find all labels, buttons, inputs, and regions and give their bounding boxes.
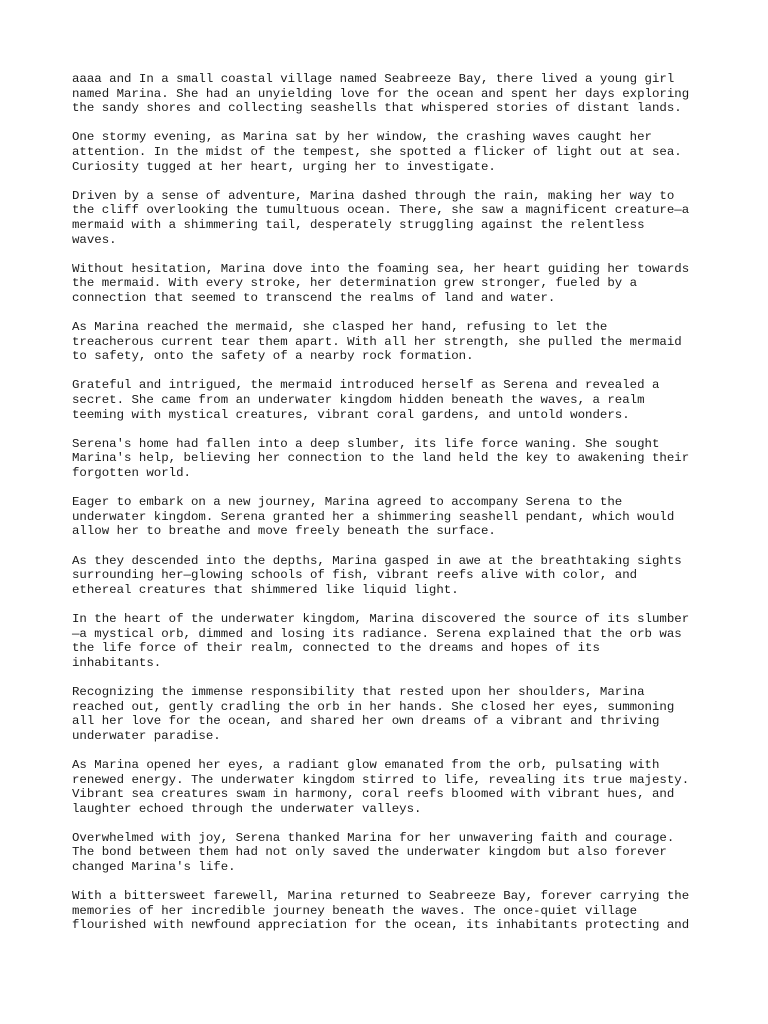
text-line: aaaa and In a small coastal village named Seabreeze Bay, there lived a young girl bbox=[72, 72, 675, 86]
text-line: mermaid with a shimmering tail, desperately struggling against the relentless bbox=[72, 217, 645, 232]
text-line: flourished with newfound appreciation for the ocean, its inhabitants protecting and bbox=[72, 918, 690, 933]
text-line: Eager to embark on a new journey, Marina agreed to accompany Serena to the bbox=[72, 495, 623, 510]
text-line: all her love for the ocean, and shared her own dreams of a vibrant and thriving bbox=[72, 714, 660, 729]
text-line: teeming with mystical creatures, vibrant coral gardens, and untold wonders. bbox=[72, 407, 630, 422]
text-line: forgotten world. bbox=[72, 466, 191, 481]
text-line: connection that seemed to transcend the realms of land and water. bbox=[72, 290, 556, 305]
text-line: renewed energy. The underwater kingdom stirred to life, revealing its true majesty. bbox=[72, 772, 690, 787]
text-line: Driven by a sense of adventure, Marina dashed through the rain, making her way to bbox=[72, 188, 675, 203]
text-line: Overwhelmed with joy, Serena thanked Marina for her unwavering faith and courage. bbox=[72, 830, 675, 845]
paragraph bbox=[72, 378, 712, 422]
paragraph bbox=[72, 612, 712, 670]
text-line: Serena's home had fallen into a deep slumber, its life force waning. She sought bbox=[72, 436, 660, 451]
text-line: In the heart of the underwater kingdom, Marina discovered the source of its slumber bbox=[72, 611, 690, 626]
text-line: the mermaid. With every stroke, her determination grew stronger, fueled by a bbox=[72, 276, 638, 291]
paragraph bbox=[72, 758, 712, 816]
paragraph bbox=[72, 685, 712, 743]
text-line: reached out, gently cradling the orb in her hands. She closed her eyes, summoning bbox=[72, 699, 675, 714]
text-line: the sandy shores and collecting seashells that whispered stories of distant lands. bbox=[72, 101, 682, 116]
paragraph bbox=[72, 831, 712, 875]
text-line: Grateful and intrigued, the mermaid introduced herself as Serena and revealed a bbox=[72, 378, 660, 393]
paragraph bbox=[72, 554, 712, 598]
text-line: waves. bbox=[72, 232, 117, 247]
text-line: ethereal creatures that shimmered like liquid light. bbox=[72, 582, 459, 597]
paragraph bbox=[72, 889, 712, 933]
text-line: underwater kingdom. Serena granted her a shimmering seashell pendant, which would bbox=[72, 509, 675, 524]
text-line: One stormy evening, as Marina sat by her window, the crashing waves caught her bbox=[72, 130, 652, 145]
text-line: named Marina. She had an unyielding love for the ocean and spent her days exploring bbox=[72, 86, 690, 101]
paragraph bbox=[72, 72, 712, 116]
text-line: changed Marina's life. bbox=[72, 860, 236, 875]
text-line: memories of her incredible journey beneath the waves. The once-quiet village bbox=[72, 903, 638, 918]
text-line: attention. In the midst of the tempest, she spotted a flicker of light out at sea. bbox=[72, 144, 682, 159]
text-line: As Marina reached the mermaid, she clasped her hand, refusing to let the bbox=[72, 320, 608, 335]
paragraph bbox=[72, 189, 712, 247]
text-line: the cliff overlooking the tumultuous ocean. There, she saw a magnificent creature—a bbox=[72, 203, 690, 218]
text-line: With a bittersweet farewell, Marina returned to Seabreeze Bay, forever carrying the bbox=[72, 889, 690, 904]
text-line: to safety, onto the safety of a nearby rock formation. bbox=[72, 349, 474, 364]
paragraph bbox=[72, 437, 712, 481]
document-page bbox=[72, 72, 712, 948]
text-line: laughter echoed through the underwater valleys. bbox=[72, 801, 422, 816]
paragraph bbox=[72, 262, 712, 306]
text-line: Marina's help, believing her connection to the land held the key to awakening their bbox=[72, 451, 690, 466]
text-line: As they descended into the depths, Marina gasped in awe at the breathtaking sights bbox=[72, 553, 682, 568]
text-line: As Marina opened her eyes, a radiant glow emanated from the orb, pulsating with bbox=[72, 757, 660, 772]
text-line: Without hesitation, Marina dove into the foaming sea, her heart guiding her towards bbox=[72, 261, 690, 276]
paragraph bbox=[72, 320, 712, 364]
text-line: the life force of their realm, connected to the dreams and hopes of its bbox=[72, 641, 600, 656]
paragraph bbox=[72, 495, 712, 539]
text-line: Curiosity tugged at her heart, urging her to investigate. bbox=[72, 159, 496, 174]
text-line: inhabitants. bbox=[72, 655, 162, 670]
text-line: secret. She came from an underwater kingdom hidden beneath the waves, a realm bbox=[72, 393, 645, 408]
text-line: Vibrant sea creatures swam in harmony, coral reefs bloomed with vibrant hues, and bbox=[72, 787, 675, 802]
text-line: surrounding her—glowing schools of fish, vibrant reefs alive with color, and bbox=[72, 568, 638, 583]
text-line: underwater paradise. bbox=[72, 728, 221, 743]
paragraph bbox=[72, 130, 712, 174]
text-line: The bond between them had not only saved the underwater kingdom but also forever bbox=[72, 845, 667, 860]
text-line: treacherous current tear them apart. With all her strength, she pulled the mermaid bbox=[72, 334, 682, 349]
text-line: allow her to breathe and move freely beneath the surface. bbox=[72, 524, 496, 539]
text-line: Recognizing the immense responsibility that rested upon her shoulders, Marina bbox=[72, 684, 645, 699]
text-line: —a mystical orb, dimmed and losing its radiance. Serena explained that the orb was bbox=[72, 626, 682, 641]
